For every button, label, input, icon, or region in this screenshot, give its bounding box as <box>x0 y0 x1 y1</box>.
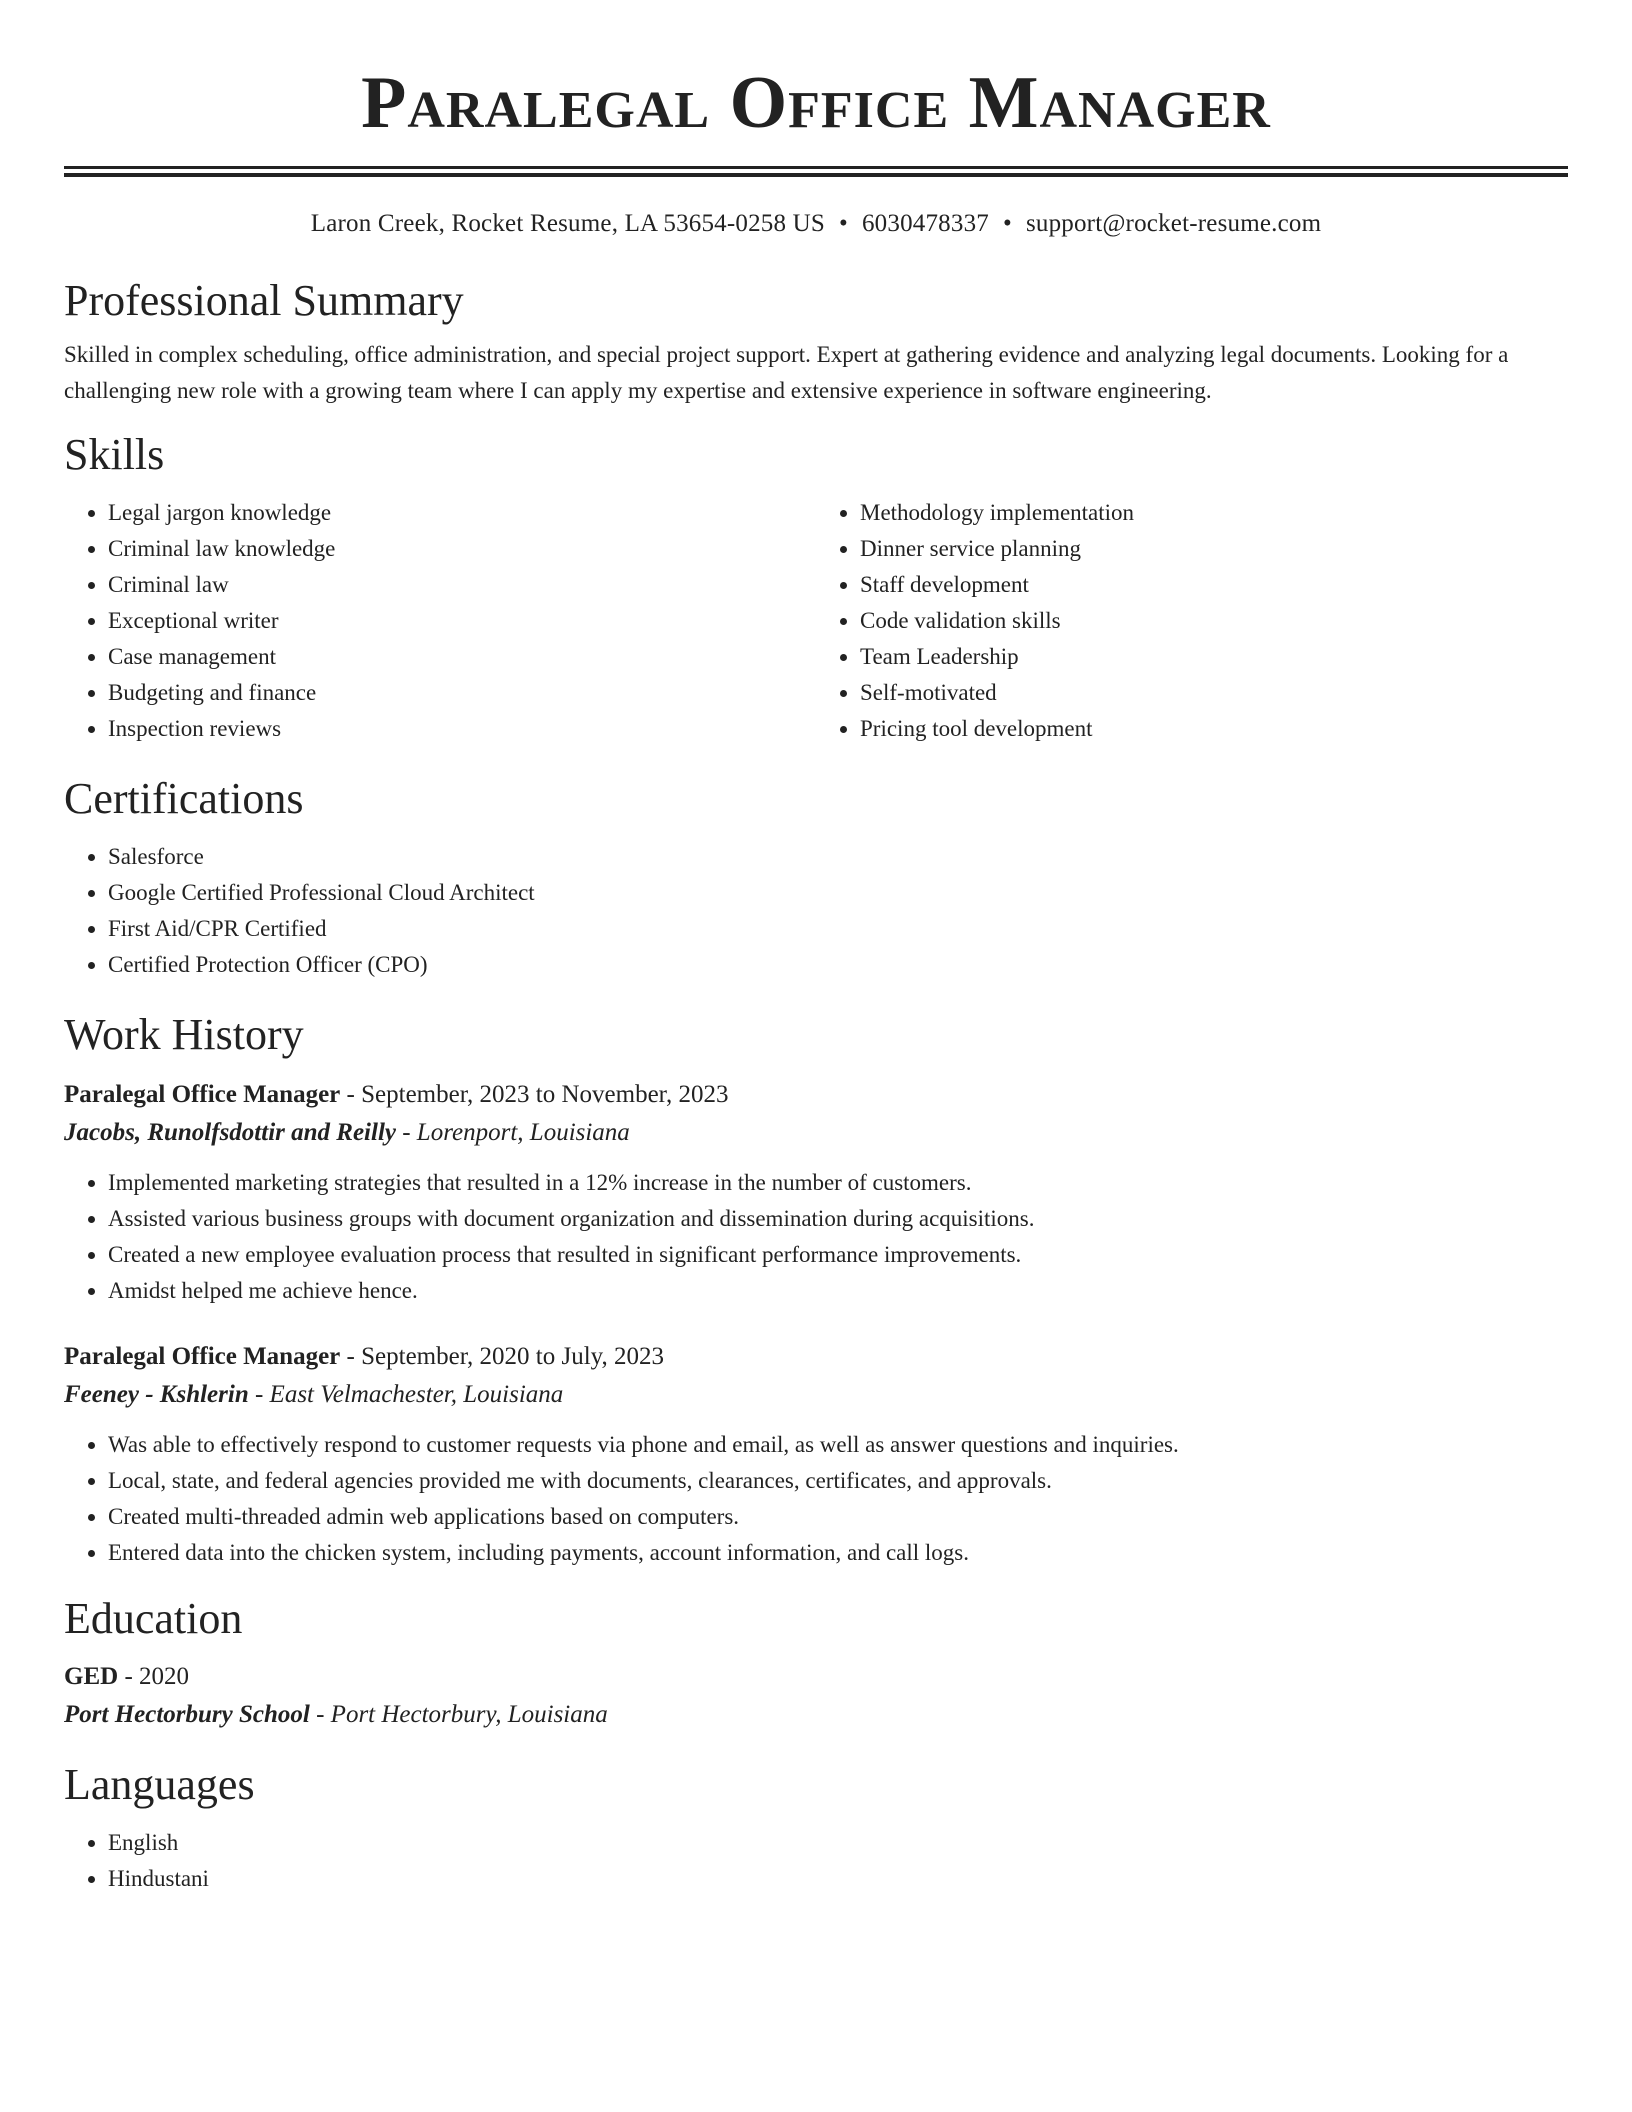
skill-item: • Methodology implementation <box>860 495 1568 531</box>
skills-list-left <box>64 495 816 747</box>
job-company-line <box>64 1375 1568 1415</box>
summary-text: Skilled in complex scheduling, office administration, and special project support. Expert at gathering evidence and analyzing legal documents. Looking for a challenging new role with a growing team where I can apply my expertise and extensive experience in software engineering. <box>64 342 1509 403</box>
education-section <box>64 1593 1568 1735</box>
education-school-line <box>64 1695 1568 1735</box>
education-school: Port Hectorbury School <box>64 1701 310 1728</box>
header-divider <box>64 166 1568 177</box>
certification-item: • First Aid/CPR Certified <box>108 911 1568 947</box>
skill-item: • Inspection reviews <box>108 711 816 747</box>
certifications-heading: Certifications <box>64 774 304 823</box>
job-company: Feeney - Kshlerin <box>64 1381 249 1408</box>
skills-heading: Skills <box>64 430 165 479</box>
job-bullet: • Was able to effectively respond to customer requests via phone and email, as well as answer questions and inquiries. <box>108 1427 1568 1463</box>
contact-phone: 6030478337 <box>861 210 989 237</box>
skill-item: • Code validation skills <box>860 603 1568 639</box>
skill-item: • Staff development <box>860 567 1568 603</box>
job-location: - East Velmachester, Louisiana <box>248 1381 564 1408</box>
skills-grid <box>64 495 1568 747</box>
skill-item: • Exceptional writer <box>108 603 816 639</box>
certification-item: • Salesforce <box>108 839 1568 875</box>
work-history-section <box>64 1009 1568 1571</box>
skill-item: • Case management <box>108 639 816 675</box>
languages-section <box>64 1759 1568 1897</box>
contact-address: Laron Creek, Rocket Resume, LA 53654-0258 US <box>310 210 826 237</box>
skill-item: • Self-motivated <box>860 675 1568 711</box>
job-title-line <box>64 1339 1568 1375</box>
job-entry <box>64 1077 1568 1309</box>
summary-heading: Professional Summary <box>64 276 464 325</box>
skill-item: • Criminal law knowledge <box>108 531 816 567</box>
skill-item: • Dinner service planning <box>860 531 1568 567</box>
job-bullet: • Entered data into the chicken system, including payments, account information, and call logs. <box>108 1535 1568 1571</box>
languages-list <box>64 1825 1568 1897</box>
job-bullet: • Assisted various business groups with document organization and dissemination during acquisitions. <box>108 1201 1568 1237</box>
certifications-list <box>64 839 1568 983</box>
skill-item: • Budgeting and finance <box>108 675 816 711</box>
job-bullet: • Created a new employee evaluation process that resulted in significant performance improvements. <box>108 1237 1568 1273</box>
education-degree: GED <box>64 1663 119 1690</box>
education-year: - 2020 <box>118 1663 190 1690</box>
job-bullet: • Implemented marketing strategies that resulted in a 12% increase in the number of customers. <box>108 1165 1568 1201</box>
certification-item: • Google Certified Professional Cloud Architect <box>108 875 1568 911</box>
language-item: • English <box>108 1825 1568 1861</box>
skill-item: • Criminal law <box>108 567 816 603</box>
summary-section <box>64 275 1568 409</box>
contact-separator: • <box>839 210 848 237</box>
work-history-heading: Work History <box>64 1010 304 1059</box>
job-entry <box>64 1339 1568 1571</box>
job-title: Paralegal Office Manager <box>64 1343 341 1370</box>
education-heading: Education <box>64 1594 243 1643</box>
job-title-line <box>64 1077 1568 1113</box>
contact-email[interactable]: support@rocket-resume.com <box>1025 210 1322 237</box>
skill-item: • Legal jargon knowledge <box>108 495 816 531</box>
contact-line <box>64 207 1568 241</box>
education-degree-line <box>64 1659 1568 1695</box>
skill-item: • Pricing tool development <box>860 711 1568 747</box>
job-bullets <box>64 1427 1568 1571</box>
skill-item: • Team Leadership <box>860 639 1568 675</box>
job-dates: - September, 2020 to July, 2023 <box>340 1343 665 1370</box>
job-title: Paralegal Office Manager <box>64 1081 341 1108</box>
certifications-section <box>64 773 1568 983</box>
job-location: - Lorenport, Louisiana <box>395 1119 630 1146</box>
skills-list-right <box>816 495 1568 747</box>
contact-separator: • <box>1002 210 1012 237</box>
job-bullet: • Amidst helped me achieve hence. <box>108 1273 1568 1309</box>
education-location: - Port Hectorbury, Louisiana <box>309 1701 608 1728</box>
job-company: Jacobs, Runolfsdottir and Reilly <box>64 1119 396 1146</box>
languages-heading: Languages <box>64 1760 255 1809</box>
resume-title: Paralegal Office Manager <box>361 62 1271 144</box>
job-bullet: • Local, state, and federal agencies provided me with documents, clearances, certificates, and approvals. <box>108 1463 1568 1499</box>
certification-item: • Certified Protection Officer (CPO) <box>108 947 1568 983</box>
language-item: • Hindustani <box>108 1861 1568 1897</box>
job-dates: - September, 2023 to November, 2023 <box>340 1081 729 1108</box>
job-bullets <box>64 1165 1568 1309</box>
job-bullet: • Created multi-threaded admin web applications based on computers. <box>108 1499 1568 1535</box>
skills-section <box>64 429 1568 747</box>
job-company-line <box>64 1113 1568 1153</box>
